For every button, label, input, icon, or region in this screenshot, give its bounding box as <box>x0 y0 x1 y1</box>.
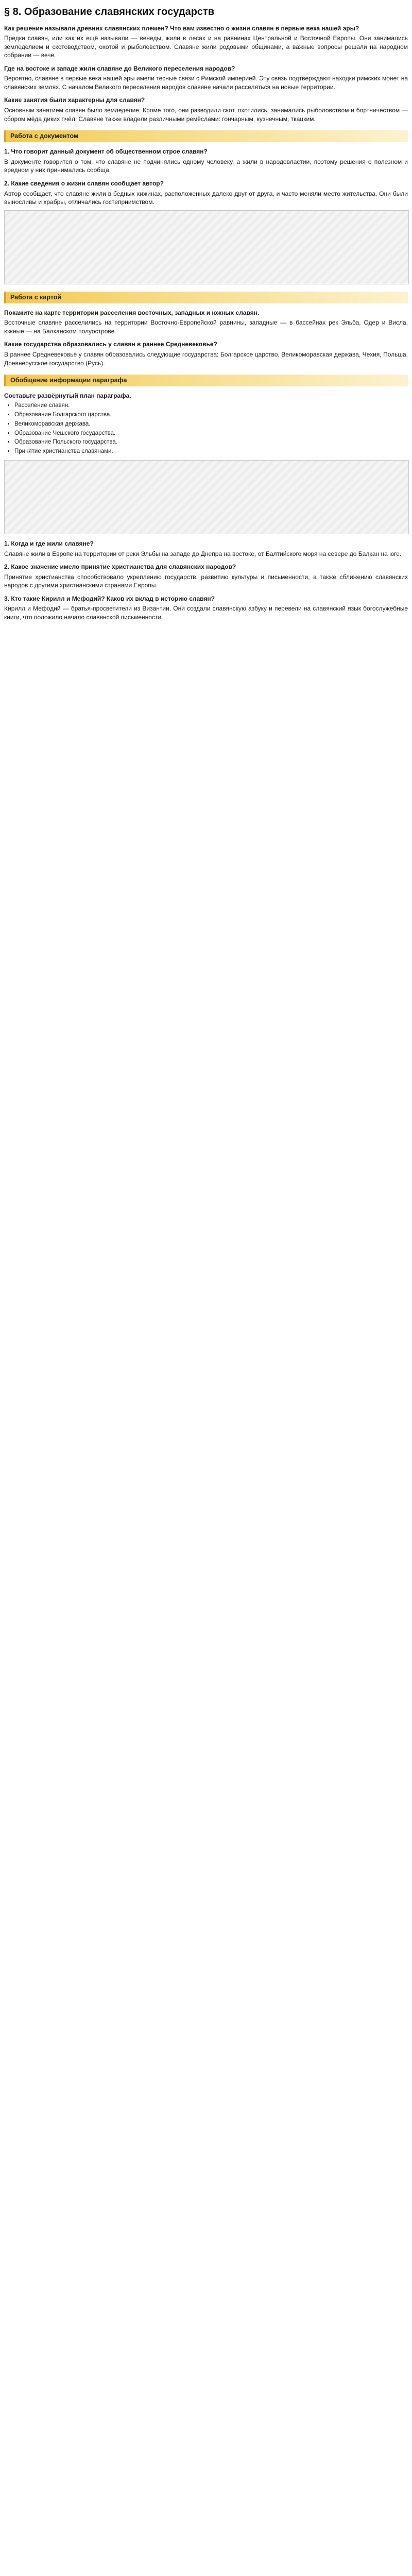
question: 2. Какие сведения о жизни славян сообщает автор? <box>4 179 164 187</box>
answer: В документе говорится о том, что славяне не подчинялись одному человеку, а жили в народовластии, поэтому решения о полезном и вредном у них принимались сообща. <box>4 158 408 174</box>
question: 1. Что говорит данный документ об общественном строе славян? <box>4 148 208 156</box>
plan-item: • Расселение славян. <box>14 402 408 410</box>
question: Покажите на карте территории расселения восточных, западных и южных славян. <box>4 309 260 316</box>
question: Где на востоке и западе жили славяне до Великого переселения народов? <box>4 64 235 72</box>
answer: Предки славян, или как их ещё называли — венеды, жили в лесах и на равнинах Центральной и Восточной Европы. Они занимались земледелием и скотоводством, охотой и рыболовством. Славяне жили родовыми общинами, а важные вопросы решали на народном собрании — вече. <box>4 35 408 59</box>
plan-item: • Образование Польского государства. <box>14 438 408 447</box>
question: Как решение называли древних славянских племен? Что вам известно о жизни славян в первые века нашей эры? <box>4 24 359 32</box>
answer: Кирилл и Мефодий — братья-просветители из Византии. Они создали славянскую азбуку и перевели на славянский язык богослужебные книги, что положило начало славянской письменности. <box>4 605 408 621</box>
page <box>4 0 408 635</box>
question: 2. Какое значение имело принятие христианства для славянских народов? <box>4 563 236 571</box>
question: 3. Кто такие Кирилл и Мефодий? Каков их вклад в историю славян? <box>4 595 215 602</box>
answer: Вероятно, славяне в первые века нашей эры имели тесные связи с Римской империей. Эту связь подтверждают находки римских монет на славянских землях. С началом Великого переселения народов славяне начали расселяться на новые территории. <box>4 75 408 91</box>
plan-item: • Образование Болгарского царства. <box>14 411 408 419</box>
question: Какие государства образовались у славян в раннее Средневековье? <box>4 341 217 348</box>
section-heading: Работа с картой <box>4 292 408 303</box>
section-heading: Обобщение информации параграфа <box>4 375 408 386</box>
answer: Автор сообщает, что славяне жили в бедных хижинах, расположенных далеко друг от друга, и часто меняли место жительства. Они были выносливы и храбры, отличались гостеприимством. <box>4 190 408 206</box>
answer: Принятие христианства способствовало укреплению государств, развитию культуры и письменности, а также сближению славянских народов с другими христианскими странами Европы. <box>4 573 408 589</box>
question: 1. Когда и где жили славяне? <box>4 540 94 548</box>
plan-list <box>4 402 408 456</box>
article-content <box>4 24 408 622</box>
answer: Восточные славяне расселились на территории Восточно-Европейской равнины, западные — в бассейнах рек Эльба, Одер и Висла, южные — на Балканском полуострове. <box>4 319 408 335</box>
question: Какие занятия были характерны для славян? <box>4 96 145 104</box>
section-heading: Работа с документом <box>4 130 408 142</box>
plan-heading: Составьте развёрнутый план параграфа. <box>4 392 131 400</box>
plan-item: • Образование Чешского государства. <box>14 430 408 438</box>
figure-map-slavic-states <box>4 210 409 284</box>
plan-item: • Великоморавская держава. <box>14 420 408 429</box>
answer: Славяне жили в Европе на территории от реки Эльбы на западе до Днепра на востоке, от Балтийского моря на севере до Балкан на юге. <box>4 550 402 557</box>
plan-item: • Принятие христианства славянами. <box>14 448 408 456</box>
answer: В раннее Средневековье у славян образовались следующие государства: Болгарское царство, Великоморавская держава, Чехия, Польша, Древнерусское государство (Русь). <box>4 351 408 367</box>
page-title: § 8. Образование славянских государств <box>4 6 215 18</box>
answer: Основным занятием славян было земледелие. Кроме того, они разводили скот, охотились, занимались рыболовством и бортничеством — сбором мёда диких пчёл. Славяне также владели различными ремёслами: гончарным, кузнечным, ткацким. <box>4 106 408 123</box>
figure-illustration-slavic-writing <box>4 460 409 534</box>
